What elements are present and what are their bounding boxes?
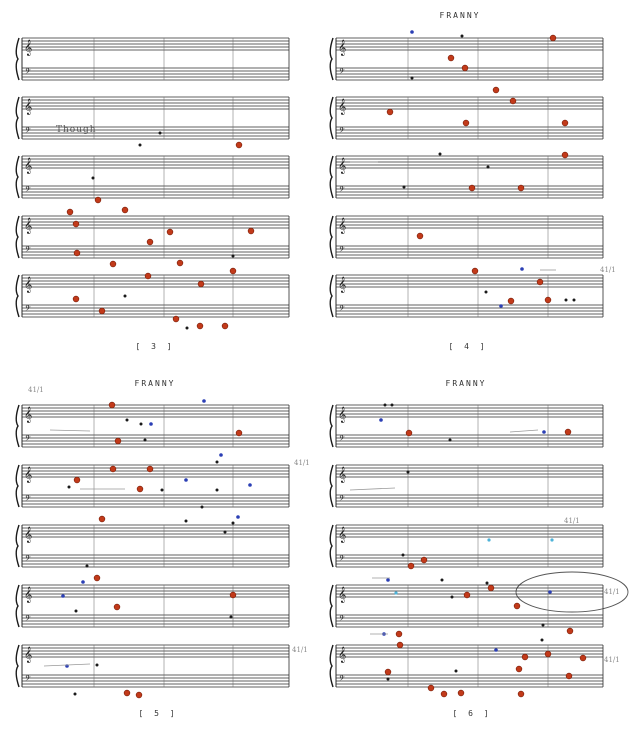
red-note-dot [73, 221, 79, 227]
black-note-dot [455, 670, 458, 673]
page-5-heading: FRANNY [134, 379, 176, 388]
red-note-dot [397, 642, 403, 648]
red-note-dot [565, 429, 571, 435]
pencil-stroke [50, 430, 90, 431]
red-note-dot [173, 316, 179, 322]
blue-note-dot [149, 422, 153, 426]
black-note-dot [124, 295, 127, 298]
black-note-dot [384, 404, 387, 407]
brace [330, 525, 333, 567]
page-number-6: [ 6 ] [452, 709, 492, 718]
red-note-dot [236, 142, 242, 148]
red-note-dot [441, 691, 447, 697]
red-note-dot [95, 197, 101, 203]
blue-note-dot [548, 590, 552, 594]
bass-clef: 𝄢 [339, 675, 345, 686]
treble-clef: 𝄞 [24, 40, 33, 56]
brace [16, 525, 19, 567]
red-note-dot [463, 120, 469, 126]
blue-note-dot [81, 580, 85, 584]
black-note-dot [232, 522, 235, 525]
treble-clef: 𝄞 [338, 467, 347, 483]
red-note-dot [110, 261, 116, 267]
page-6-heading: FRANNY [445, 379, 487, 388]
cyan-note-dot [394, 591, 397, 594]
red-note-dot [462, 65, 468, 71]
treble-clef: 𝄞 [338, 158, 347, 174]
red-note-dot [580, 655, 586, 661]
black-note-dot [486, 582, 489, 585]
treble-clef: 𝄞 [24, 467, 33, 483]
red-note-dot [387, 109, 393, 115]
margin-note: 41/1 [292, 646, 308, 654]
blue-note-dot [520, 267, 524, 271]
red-note-dot [562, 152, 568, 158]
margin-note: 41/1 [600, 266, 616, 274]
blue-note-dot [542, 430, 546, 434]
red-note-dot [73, 296, 79, 302]
staff-word-though: Though [56, 125, 97, 135]
red-note-dot [230, 592, 236, 598]
red-note-dot [545, 651, 551, 657]
red-note-dot [464, 592, 470, 598]
bass-clef: 𝄢 [25, 127, 31, 138]
treble-clef: 𝄞 [24, 527, 33, 543]
black-note-dot [161, 489, 164, 492]
bass-clef: 𝄢 [25, 186, 31, 197]
margin-note: 41/1 [294, 459, 310, 467]
black-note-dot [86, 565, 89, 568]
red-note-dot [114, 604, 120, 610]
brace [330, 156, 333, 198]
black-note-dot [542, 624, 545, 627]
treble-clef: 𝄞 [338, 277, 347, 293]
black-note-dot [402, 554, 405, 557]
red-note-dot [230, 268, 236, 274]
brace [330, 585, 333, 627]
black-note-dot [224, 531, 227, 534]
brace [330, 405, 333, 447]
red-note-dot [493, 87, 499, 93]
red-note-dot [472, 268, 478, 274]
brace [16, 585, 19, 627]
blue-note-dot [236, 515, 240, 519]
red-note-dot [567, 628, 573, 634]
red-note-dot [408, 563, 414, 569]
black-note-dot [68, 486, 71, 489]
page-3 [16, 38, 289, 317]
red-note-dot [448, 55, 454, 61]
black-note-dot [403, 186, 406, 189]
red-note-dot [74, 250, 80, 256]
red-note-dot [147, 466, 153, 472]
red-note-dot [545, 297, 551, 303]
red-note-dot [109, 402, 115, 408]
brace [16, 156, 19, 198]
red-note-dot [516, 666, 522, 672]
red-note-dot [518, 185, 524, 191]
red-note-dot [566, 673, 572, 679]
red-note-dot [145, 273, 151, 279]
red-note-dot [488, 585, 494, 591]
blue-note-dot [219, 453, 223, 457]
black-note-dot [407, 471, 410, 474]
red-note-dot [421, 557, 427, 563]
margin-note: 41/1 [28, 386, 44, 394]
bass-clef: 𝄢 [339, 68, 345, 79]
red-note-dot [514, 603, 520, 609]
cyan-note-dot [550, 538, 553, 541]
bass-clef: 𝄢 [25, 495, 31, 506]
page-number-3: [ 3 ] [135, 342, 175, 351]
treble-clef: 𝄞 [24, 99, 33, 115]
black-note-dot [461, 35, 464, 38]
treble-clef: 𝄞 [338, 407, 347, 423]
red-note-dot [248, 228, 254, 234]
brace [16, 38, 19, 80]
treble-clef: 𝄞 [24, 647, 33, 663]
brace [16, 97, 19, 139]
brace [330, 275, 333, 317]
brace [16, 405, 19, 447]
red-note-dot [74, 477, 80, 483]
page-number-4: [ 4 ] [448, 342, 488, 351]
red-note-dot [67, 209, 73, 215]
black-note-dot [439, 153, 442, 156]
blue-note-dot [184, 478, 188, 482]
black-note-dot [96, 664, 99, 667]
brace [330, 97, 333, 139]
red-note-dot [222, 323, 228, 329]
black-note-dot [92, 177, 95, 180]
margin-note: 41/1 [604, 588, 620, 596]
black-note-dot [541, 639, 544, 642]
bass-clef: 𝄢 [339, 186, 345, 197]
black-note-dot [449, 439, 452, 442]
brace [330, 465, 333, 507]
red-note-dot [417, 233, 423, 239]
red-note-dot [197, 323, 203, 329]
black-note-dot [230, 616, 233, 619]
cyan-note-dot [487, 538, 490, 541]
treble-clef: 𝄞 [338, 527, 347, 543]
black-note-dot [387, 678, 390, 681]
bass-clef: 𝄢 [25, 435, 31, 446]
treble-clef: 𝄞 [24, 277, 33, 293]
red-note-dot [115, 438, 121, 444]
black-note-dot [216, 489, 219, 492]
brace [330, 216, 333, 258]
black-note-dot [139, 144, 142, 147]
pencil-stroke [510, 430, 538, 432]
bass-clef: 𝄢 [25, 68, 31, 79]
bass-clef: 𝄢 [339, 615, 345, 626]
treble-clef: 𝄞 [338, 40, 347, 56]
red-note-dot [147, 239, 153, 245]
brace [16, 465, 19, 507]
treble-clef: 𝄞 [24, 587, 33, 603]
brace [330, 38, 333, 80]
red-note-dot [510, 98, 516, 104]
red-note-dot [94, 575, 100, 581]
treble-clef: 𝄞 [338, 99, 347, 115]
blue-note-dot [61, 594, 65, 598]
bass-clef: 𝄢 [25, 555, 31, 566]
treble-clef: 𝄞 [24, 407, 33, 423]
red-note-dot [122, 207, 128, 213]
page-6 [330, 405, 603, 687]
page-4 [330, 38, 603, 317]
blue-note-dot [499, 304, 503, 308]
black-note-dot [144, 439, 147, 442]
bass-clef: 𝄢 [339, 127, 345, 138]
treble-clef: 𝄞 [338, 218, 347, 234]
bass-clef: 𝄢 [25, 305, 31, 316]
red-note-dot [550, 35, 556, 41]
page-4-heading: FRANNY [439, 11, 481, 20]
black-note-dot [573, 299, 576, 302]
red-note-dot [562, 120, 568, 126]
black-note-dot [411, 77, 414, 80]
blue-note-dot [410, 30, 414, 34]
red-note-dot [236, 430, 242, 436]
red-note-dot [99, 516, 105, 522]
red-note-dot [167, 229, 173, 235]
brace [16, 645, 19, 687]
black-note-dot [485, 291, 488, 294]
blue-note-dot [248, 483, 252, 487]
black-note-dot [126, 419, 129, 422]
staff-systems [16, 38, 603, 687]
black-note-dot [185, 520, 188, 523]
black-note-dot [441, 579, 444, 582]
blue-note-dot [202, 399, 206, 403]
pencil-stroke [350, 488, 395, 490]
bass-clef: 𝄢 [25, 675, 31, 686]
red-note-dot [458, 690, 464, 696]
treble-clef: 𝄞 [24, 158, 33, 174]
black-note-dot [391, 404, 394, 407]
red-note-dot [136, 692, 142, 698]
red-note-dot [518, 691, 524, 697]
red-note-dot [428, 685, 434, 691]
bass-clef: 𝄢 [25, 615, 31, 626]
page-number-5: [ 5 ] [138, 709, 178, 718]
red-note-dot [177, 260, 183, 266]
bass-clef: 𝄢 [339, 435, 345, 446]
red-note-dot [137, 486, 143, 492]
red-note-dot [508, 298, 514, 304]
red-note-dot [406, 430, 412, 436]
black-note-dot [487, 166, 490, 169]
black-note-dot [140, 423, 143, 426]
brace [16, 275, 19, 317]
treble-clef: 𝄞 [24, 218, 33, 234]
blue-note-dot [379, 418, 383, 422]
bass-clef: 𝄢 [25, 246, 31, 257]
red-note-dot [198, 281, 204, 287]
black-note-dot [75, 610, 78, 613]
black-note-dot [232, 255, 235, 258]
red-note-dot [469, 185, 475, 191]
red-note-dot [522, 654, 528, 660]
black-note-dot [74, 693, 77, 696]
red-note-dot [537, 279, 543, 285]
black-note-dot [565, 299, 568, 302]
black-note-dot [216, 461, 219, 464]
blue-note-dot [494, 648, 498, 652]
red-note-dot [124, 690, 130, 696]
bass-clef: 𝄢 [339, 246, 345, 257]
black-note-dot [159, 132, 162, 135]
bass-clef: 𝄢 [339, 305, 345, 316]
page-5 [16, 405, 289, 687]
bass-clef: 𝄢 [339, 495, 345, 506]
margin-note: 41/1 [564, 517, 580, 525]
treble-clef: 𝄞 [338, 587, 347, 603]
black-note-dot [451, 596, 454, 599]
bass-clef: 𝄢 [339, 555, 345, 566]
margin-note: 41/1 [604, 656, 620, 664]
black-note-dot [186, 327, 189, 330]
red-note-dot [396, 631, 402, 637]
brace [16, 216, 19, 258]
red-note-dot [110, 466, 116, 472]
blue-note-dot [386, 578, 390, 582]
red-note-dot [99, 308, 105, 314]
black-note-dot [201, 506, 204, 509]
brace [330, 645, 333, 687]
treble-clef: 𝄞 [338, 647, 347, 663]
red-note-dot [385, 669, 391, 675]
